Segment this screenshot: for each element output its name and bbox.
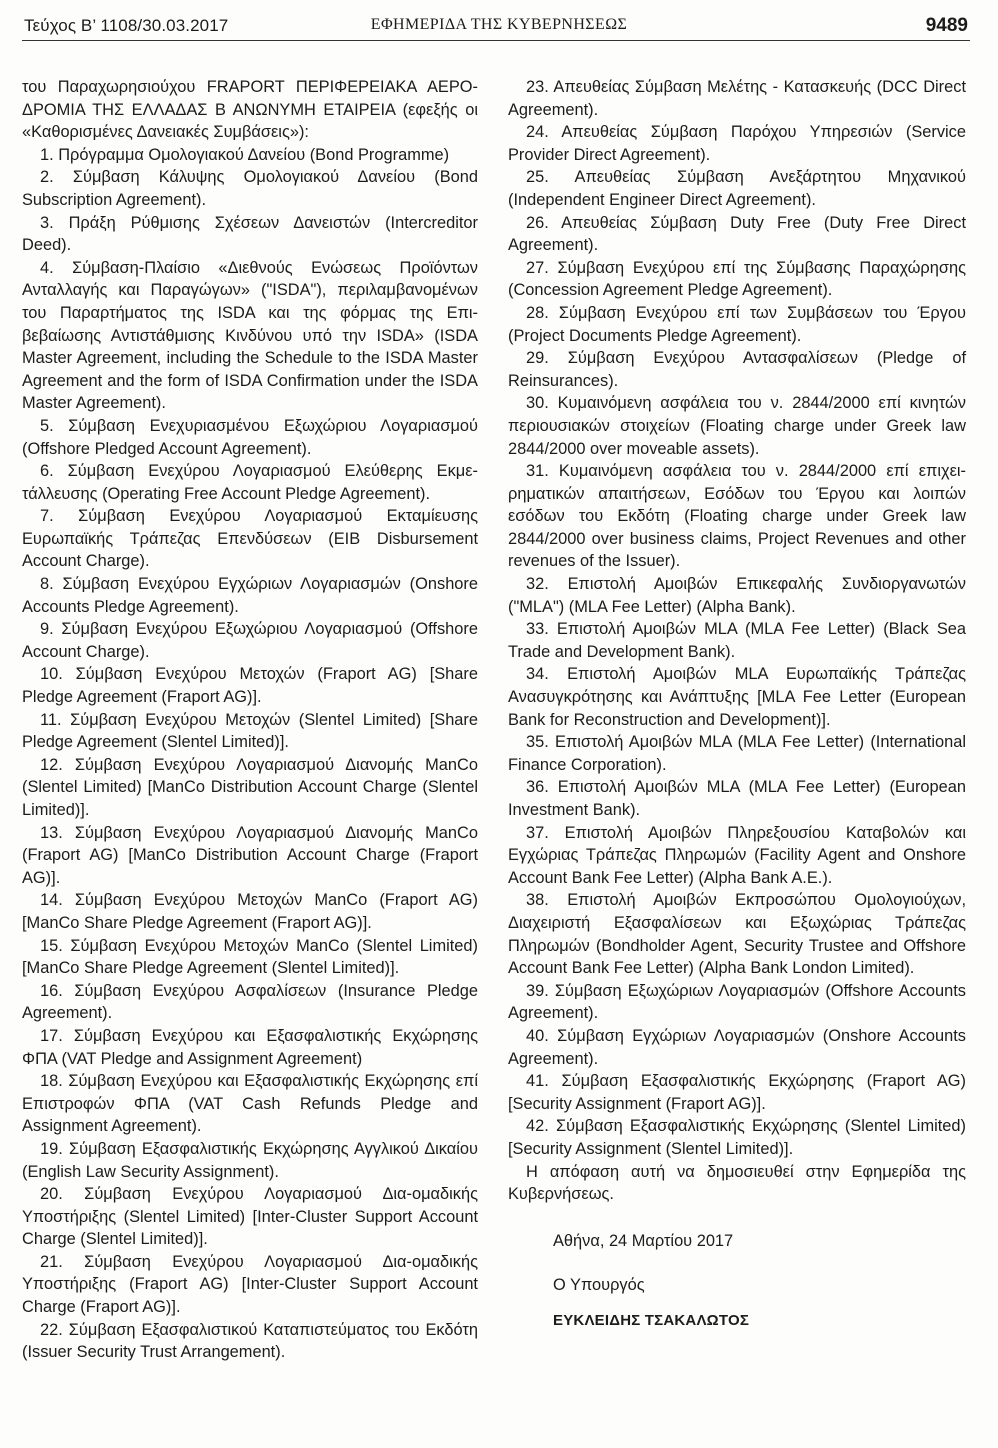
list-item: 23. Απευθείας Σύμβαση Μελέτης - Κατασκευής (DCC Direct Agreement). <box>508 78 966 119</box>
signatory-title: Ο Υπουργός <box>553 1275 645 1294</box>
list-item: 34. Επιστολή Αμοιβών MLA Ευρωπαϊκής Τράπεζας Ανασυγκρότησης και Ανάπτυξης [MLA Fee Letter (European Bank for Reconstruction and Development)]. <box>508 665 966 729</box>
right-column <box>508 76 966 1332</box>
list-item: 26. Απευθείας Σύμβαση Duty Free (Duty Free Direct Agreement). <box>508 213 966 255</box>
left-column <box>22 76 478 1364</box>
list-item: 41. Σύμβαση Εξασφαλιστικής Εκχώρησης (Fraport AG) [Security Assignment (Fraport AG)]. <box>508 1072 966 1113</box>
list-item: 1. Πρόγραμμα Ομολογιακού Δανείου (Bond Programme) <box>40 145 450 164</box>
list-item: 5. Σύμβαση Ενεχυριασμένου Εξωχώριου Λογαριασμού (Offshore Pledged Account Agreement). <box>22 416 478 458</box>
list-item: 42. Σύμβαση Εξασφαλιστικής Εκχώρησης (Slentel Limited) [Security Assignment (Slentel Limited)]. <box>508 1117 966 1158</box>
list-item: 30. Κυμαινόμενη ασφάλεια του ν. 2844/2000 επί κινητών περιουσιακών στοιχείων (Floating charge under Greek law 2844/2000 over moveable assets). <box>508 394 966 458</box>
list-item: 18. Σύμβαση Ενεχύρου και Εξασφαλιστικής Εκχώρησης επί Επιστροφών ΦΠΑ (VAT Cash Refunds Pledge and Assignment Agreement). <box>22 1072 478 1136</box>
list-item: 28. Σύμβαση Ενεχύρου επί των Συμβάσεων του Έργου (Project Documents Pledge Agreement). <box>508 303 966 345</box>
list-item: 25. Απευθείας Σύμβαση Ανεξάρτητου Μηχανικού (Independent Engineer Direct Agreement). <box>508 168 966 209</box>
list-item: 38. Επιστολή Αμοιβών Εκπροσώπου Ομολογιούχων, Διαχειριστή Εξασφαλίσεων και Εξωχώριας Τράπεζας Πληρωμών (Bondholder Agent, Security Trustee and Offshore Account Bank Fee Letter) (Alpha Bank London Limited). <box>508 891 966 978</box>
list-item: 35. Επιστολή Αμοιβών MLA (MLA Fee Letter) (International Finance Corporation). <box>508 733 966 774</box>
publication-note: Η απόφαση αυτή να δημοσιευθεί στην Εφημερίδα της Κυβερνήσεως. <box>508 1162 966 1204</box>
list-item: 13. Σύμβαση Ενεχύρου Λογαριασμού Διανομής ManCo (Fraport AG) [ManCo Distribution Account Charge (Fraport AG)]. <box>22 823 478 887</box>
list-item: 20. Σύμβαση Ενεχύρου Λογαριασμού Δια-ομαδικής Υποστήριξης (Slentel Limited) [Inter-Cluster Support Account Charge (Slentel Limited)]. <box>22 1185 478 1249</box>
list-item: 32. Επιστολή Αμοιβών Επικεφαλής Συνδιοργανωτών ("MLA") (MLA Fee Letter) (Alpha Bank). <box>508 575 966 616</box>
place-date: Αθήνα, 24 Μαρτίου 2017 <box>553 1231 734 1250</box>
list-item: 16. Σύμβαση Ενεχύρου Ασφαλίσεων (Insurance Pledge Agreement). <box>22 981 478 1023</box>
issue-reference: Τεύχος Β’ 1108/30.03.2017 <box>24 16 229 35</box>
list-item: 15. Σύμβαση Ενεχύρου Μετοχών ManCo (Slentel Limited) [ManCo Share Pledge Agreement (Slentel Limited)]. <box>22 936 478 978</box>
list-item: 37. Επιστολή Αμοιβών Πληρεξουσίου Καταβολών και Εγχώριας Τράπεζας Πληρωμών (Facility Agent and Onshore Account Bank Fee Letter) (Alpha Bank A.E.). <box>508 823 966 887</box>
list-item: 2. Σύμβαση Κάλυψης Ομολογιακού Δανείου (Bond Subscription Agreement). <box>22 168 478 209</box>
list-item: 33. Επιστολή Αμοιβών MLA (MLA Fee Letter) (Black Sea Trade and Development Bank). <box>508 620 966 661</box>
list-item: 19. Σύμβαση Εξασφαλιστικής Εκχώρησης Αγγλικού Δικαίου (English Law Security Assignment). <box>22 1139 478 1181</box>
page-header <box>0 0 998 48</box>
page-number: 9489 <box>925 15 968 36</box>
list-item: 7. Σύμβαση Ενεχύρου Λογαριασμού Εκταμίευσης Ευρωπαϊκής Τράπεζας Επενδύσεων (EIB Disbursement Account Charge). <box>22 507 478 571</box>
list-item: 24. Απευθείας Σύμβαση Παρόχου Υπηρεσιών (Service Provider Direct Agreement). <box>508 123 966 164</box>
list-item: 31. Κυμαινόμενη ασφάλεια του ν. 2844/2000 επί επιχειρηματικών απαιτήσεων, Εσόδων του Έργου και λοιπών εσόδων του Εκδότη (Floating charge under Greek law 2844/2000 over business claims, Project Revenues and other revenues of the Issuer). <box>508 462 966 571</box>
list-item: 8. Σύμβαση Ενεχύρου Εγχώριων Λογαριασμών (Onshore Accounts Pledge Agreement). <box>22 575 478 616</box>
list-item: 9. Σύμβαση Ενεχύρου Εξωχώριου Λογαριασμού (Offshore Account Charge). <box>22 620 478 661</box>
header-divider <box>22 40 970 41</box>
list-item: 12. Σύμβαση Ενεχύρου Λογαριασμού Διανομής ManCo (Slentel Limited) [ManCo Distribution Account Charge (Slentel Limited)]. <box>22 755 478 819</box>
list-item: 3. Πράξη Ρύθμισης Σχέσεων Δανειστών (Intercreditor Deed). <box>22 213 478 255</box>
publication-title: ΕΦΗΜΕΡΙΔΑ ΤΗΣ ΚΥΒΕΡΝΗΣΕΩΣ <box>370 16 628 33</box>
list-item: 6. Σύμβαση Ενεχύρου Λογαριασμού Ελεύθερης Εκμετάλλευσης (Operating Free Account Pledge Agreement). <box>22 462 478 503</box>
list-item: 17. Σύμβαση Ενεχύρου και Εξασφαλιστικής Εκχώρησης ΦΠΑ (VAT Pledge and Assignment Agreement) <box>22 1026 478 1068</box>
list-item: 21. Σύμβαση Ενεχύρου Λογαριασμού Δια-ομαδικής Υποστήριξης (Fraport AG) [Inter-Cluster Support Account Charge (Fraport AG)]. <box>22 1252 478 1317</box>
list-item: 27. Σύμβαση Ενεχύρου επί της Σύμβασης Παραχώρησης (Concession Agreement Pledge Agreement). <box>508 258 966 300</box>
list-item: 10. Σύμβαση Ενεχύρου Μετοχών (Fraport AG) [Share Pledge Agreement (Fraport AG)]. <box>22 665 478 707</box>
signatory-name: ΕΥΚΛΕΙΔΗΣ ΤΣΑΚΑΛΩΤΟΣ <box>553 1311 750 1329</box>
list-item: 14. Σύμβαση Ενεχύρου Μετοχών ManCo (Fraport AG) [ManCo Share Pledge Agreement (Fraport AG)]. <box>22 891 478 932</box>
list-item: 29. Σύμβαση Ενεχύρου Αντασφαλίσεων (Pledge of Reinsurances). <box>508 349 966 390</box>
list-item: 40. Σύμβαση Εγχώριων Λογαριασμών (Onshore Accounts Agreement). <box>508 1026 966 1068</box>
list-item: 4. Σύμβαση-Πλαίσιο «Διεθνούς Ενώσεως Προϊόντων Ανταλλαγής και Παραγώγων» ("ISDA"), περιλαμβανομένων του Παραρτήματος της ISDA και της φόρμας της Επιβεβαίωσης Αντιστάθμισης Κινδύνου υπό την ISDA» (ISDA Master Agreement, including the Schedule to the ISDA Master Agreement and the form of ISDA Confirmation under the ISDA Master Agreement). <box>22 258 478 413</box>
signature-block <box>508 1230 966 1333</box>
list-item: 36. Επιστολή Αμοιβών MLA (MLA Fee Letter) (European Investment Bank). <box>508 778 966 819</box>
intro-paragraph: του Παραχωρησιούχου FRAPORT ΠΕΡΙΦΕΡΕΙΑΚΑ ΑΕΡΟΔΡΟΜΙΑ ΤΗΣ ΕΛΛΑΔΑΣ Β ΑΝΩΝΥΜΗ ΕΤΑΙΡΕΙΑ (εφεξής οι «Καθορισμένες Δανειακές Συμβάσεις»): <box>22 78 478 142</box>
list-item: 22. Σύμβαση Εξασφαλιστικού Καταπιστεύματος του Εκδότη (Issuer Security Trust Arrangement). <box>22 1320 478 1362</box>
list-item: 39. Σύμβαση Εξωχώριων Λογαριασμών (Offshore Accounts Agreement). <box>508 981 966 1023</box>
list-item: 11. Σύμβαση Ενεχύρου Μετοχών (Slentel Limited) [Share Pledge Agreement (Slentel Limited)]. <box>22 710 478 752</box>
